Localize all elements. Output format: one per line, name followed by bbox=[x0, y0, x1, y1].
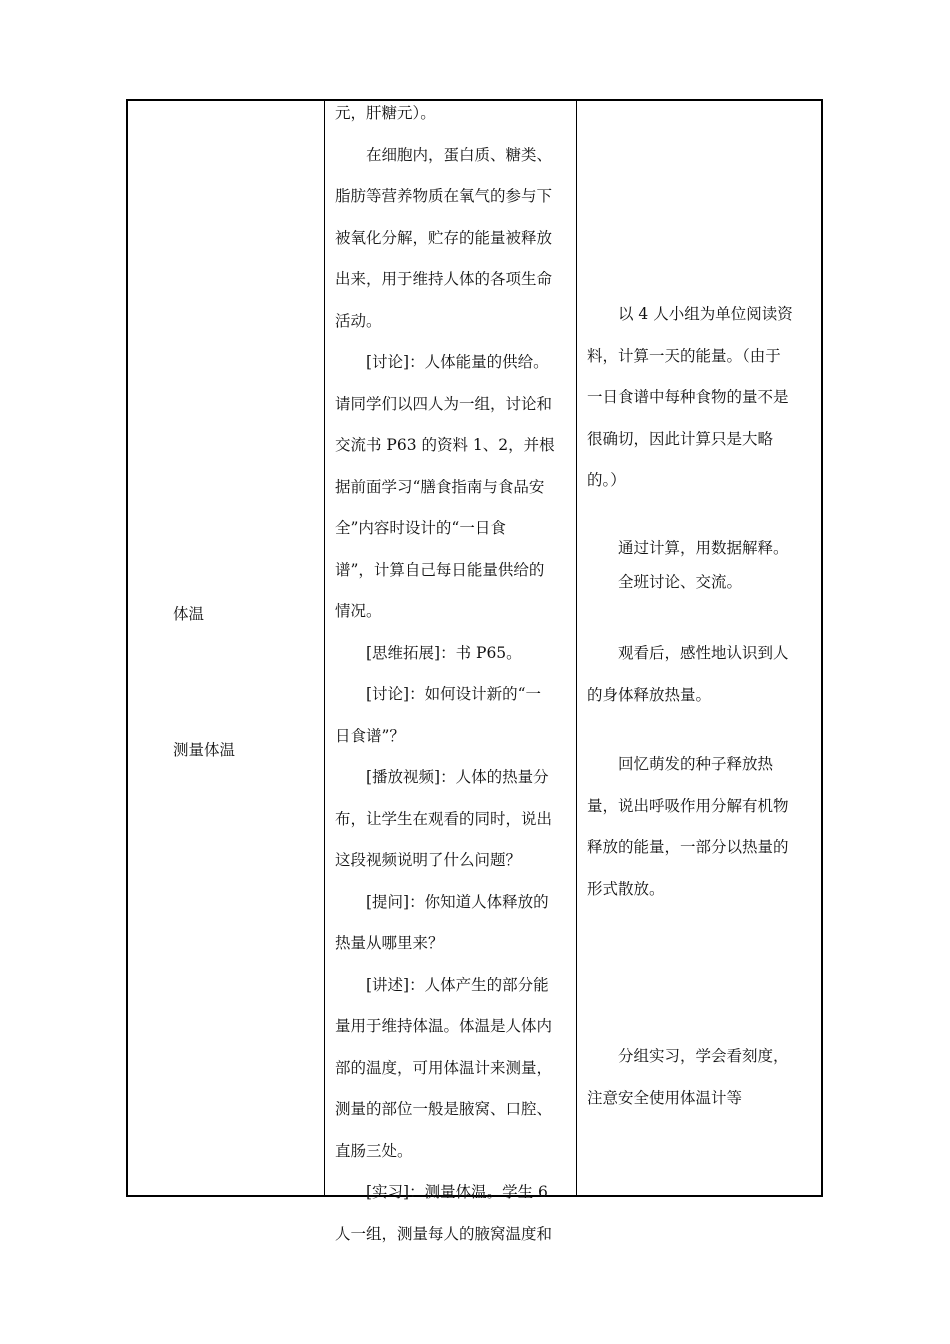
text-line: 通过计算，用数据解释。 bbox=[618, 539, 789, 557]
text-line: [思维拓展]：书 P65。 bbox=[366, 643, 522, 662]
text-line: 的。） bbox=[587, 471, 626, 489]
text-line: [实习]：测量体温。学生 6 bbox=[366, 1183, 548, 1201]
text-line: 形式散放。 bbox=[587, 879, 665, 898]
student-block-recall bbox=[587, 744, 789, 910]
text-line: 分组实习，学会看刻度， bbox=[618, 1047, 789, 1065]
text-line: [讨论]：如何设计新的“一 bbox=[366, 685, 542, 703]
student-block-reading bbox=[587, 294, 793, 502]
text-line: [讨论]：人体能量的供给。 bbox=[366, 353, 549, 371]
lesson-table bbox=[126, 99, 823, 1243]
teacher-activity-column bbox=[325, 93, 576, 1243]
topic-column bbox=[128, 101, 324, 1195]
text-line: [讲述]：人体产生的部分能 bbox=[366, 975, 549, 994]
student-block-practice bbox=[587, 1036, 789, 1119]
text-line: 直肠三处。 bbox=[335, 1141, 413, 1160]
text-line: 谱”，计算自己每日能量供给的 bbox=[335, 560, 545, 579]
text-line: 交流书 P63 的资料 1、2，并根 bbox=[335, 436, 555, 454]
text-line: [提问]：你知道人体释放的 bbox=[366, 892, 549, 911]
text-line: 热量从哪里来？ bbox=[335, 934, 444, 952]
text-line: 这段视频说明了什么问题？ bbox=[335, 851, 522, 869]
text-line: 活动。 bbox=[335, 311, 382, 330]
student-activity-column bbox=[577, 101, 823, 1195]
text-line: 一日食谱中每种食物的量不是 bbox=[587, 388, 789, 406]
text-line: 日食谱”？ bbox=[335, 726, 405, 745]
text-line: 量，说出呼吸作用分解有机物 bbox=[587, 796, 789, 815]
student-block-calculation bbox=[587, 531, 789, 599]
text-line: 以 4 人小组为单位阅读资 bbox=[618, 305, 793, 323]
text-line: 在细胞内，蛋白质、糖类、 bbox=[366, 145, 553, 164]
text-line: 元，肝糖元）。 bbox=[335, 104, 436, 122]
text-line: 全班讨论、交流。 bbox=[618, 573, 743, 591]
text-line: 脂肪等营养物质在氧气的参与下 bbox=[335, 187, 553, 205]
text-line: 人一组，测量每人的腋窝温度和 bbox=[335, 1224, 553, 1243]
text-line: 测量的部位一般是腋窝、口腔、 bbox=[335, 1100, 553, 1118]
text-line: 被氧化分解，贮存的能量被释放 bbox=[335, 228, 553, 247]
text-line: 很确切，因此计算只是大略 bbox=[587, 429, 774, 448]
text-line: 的身体释放热量。 bbox=[587, 685, 712, 704]
topic-label-measure-temperature: 测量体温 bbox=[173, 741, 236, 759]
text-line: [播放视频]：人体的热量分 bbox=[366, 768, 549, 786]
text-line: 全”内容时设计的“一日食 bbox=[335, 519, 506, 537]
text-line: 释放的能量，一部分以热量的 bbox=[587, 838, 789, 856]
text-line: 量用于维持体温。体温是人体内 bbox=[335, 1017, 553, 1035]
text-line: 据前面学习“膳食指南与食品安 bbox=[335, 477, 545, 496]
text-line: 回忆萌发的种子释放热 bbox=[618, 755, 774, 773]
topic-label-body-temperature: 体温 bbox=[173, 605, 205, 623]
text-line: 部的温度，可用体温计来测量， bbox=[335, 1058, 553, 1077]
text-line: 料，计算一天的能量。（由于 bbox=[587, 346, 781, 365]
text-line: 布，让学生在观看的同时，说出 bbox=[335, 809, 553, 828]
text-line: 情况。 bbox=[335, 602, 382, 620]
text-line: 注意安全使用体温计等 bbox=[587, 1088, 743, 1107]
student-block-video bbox=[587, 633, 789, 716]
text-line: 出来，用于维持人体的各项生命 bbox=[335, 270, 553, 288]
text-line: 请同学们以四人为一组，讨论和 bbox=[335, 394, 553, 413]
text-line: 观看后，感性地认识到人 bbox=[618, 644, 789, 662]
